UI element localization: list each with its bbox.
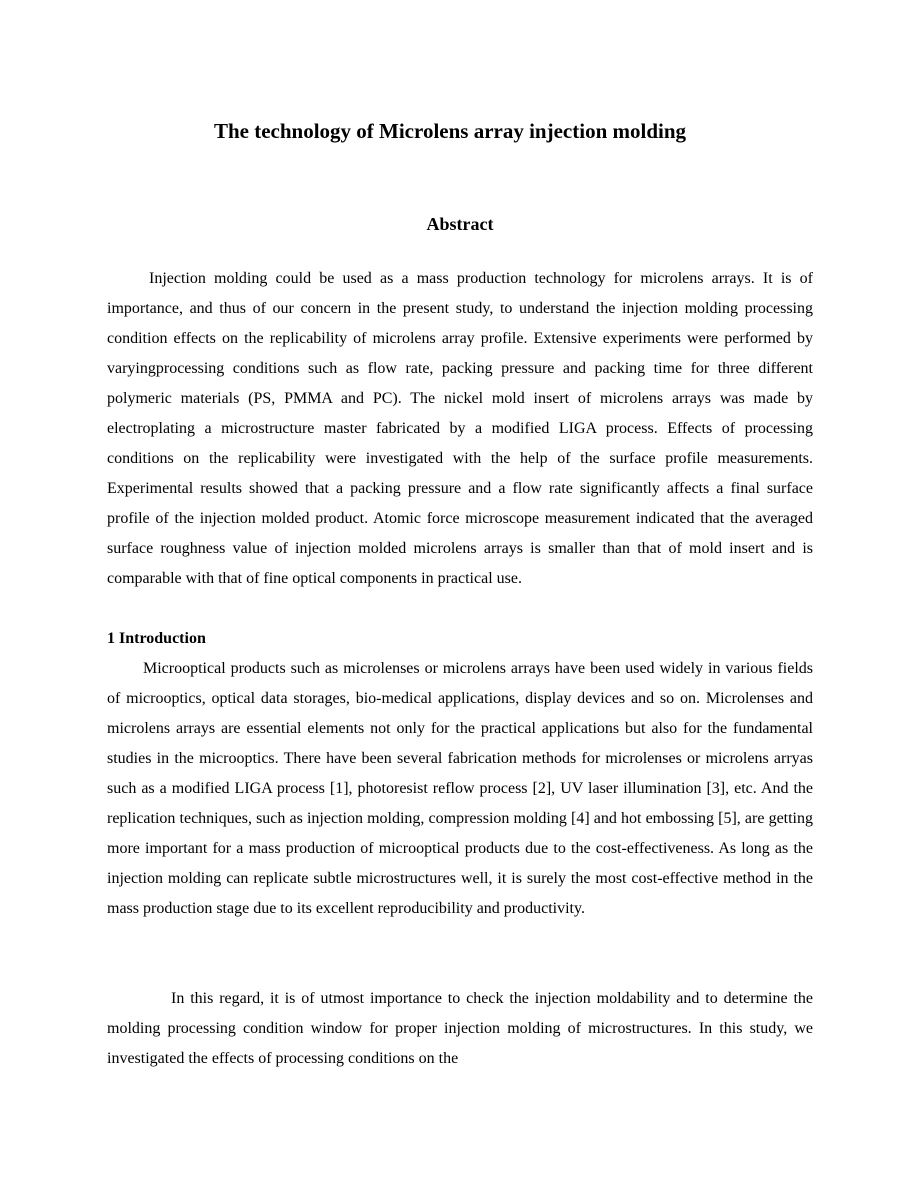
introduction-paragraph-1: Microoptical products such as microlenses or microlens arrays have been used widely in various fields of microoptics, optical data storages, bio-medical applications, display devices and so on. Microlenses and microlens arrays are essential elements not only for the practical applications but also for the fundamental studies in the microoptics. There have been several fabrication methods for microlenses or microlens arryas such as a modified LIGA process [1], photoresist reflow process [2], UV laser illumination [3], etc. And the replication techniques, such as injection molding, compression molding [4] and hot embossing [5], are getting more important for a mass production of microoptical products due to the cost-effectiveness. As long as the injection molding can replicate subtle microstructures well, it is surely the most cost-effective method in the mass production stage due to its excellent reproducibility and productivity. [107, 660, 813, 917]
abstract-heading: Abstract [426, 214, 494, 234]
paper-title: The technology of Microlens array injection molding [213, 119, 687, 143]
introduction-paragraph-2: In this regard, it is of utmost importance to check the injection moldability and to determine the molding processing condition window for proper injection molding of microstructures. In this study, we investigated the effects of processing conditions on the [107, 990, 813, 1067]
introduction-heading: 1 Introduction [107, 630, 206, 647]
abstract-text: Injection molding could be used as a mass production technology for microlens arrays. It is of importance, and thus of our concern in the present study, to understand the injection molding processing condition effects on the replicability of microlens array profile. Extensive experiments were performed by varyingprocessing conditions such as flow rate, packing pressure and packing time for three different polymeric materials (PS, PMMA and PC). The nickel mold insert of microlens arrays was made by electroplating a microstructure master fabricated by a modified LIGA process. Effects of processing conditions on the replicability were investigated with the help of the surface profile measurements. Experimental results showed that a packing pressure and a flow rate significantly affects a final surface profile of the injection molded product. Atomic force microscope measurement indicated that the averaged surface roughness value of injection molded microlens arrays is smaller than that of mold insert and is comparable with that of fine optical components in practical use. [107, 270, 813, 587]
